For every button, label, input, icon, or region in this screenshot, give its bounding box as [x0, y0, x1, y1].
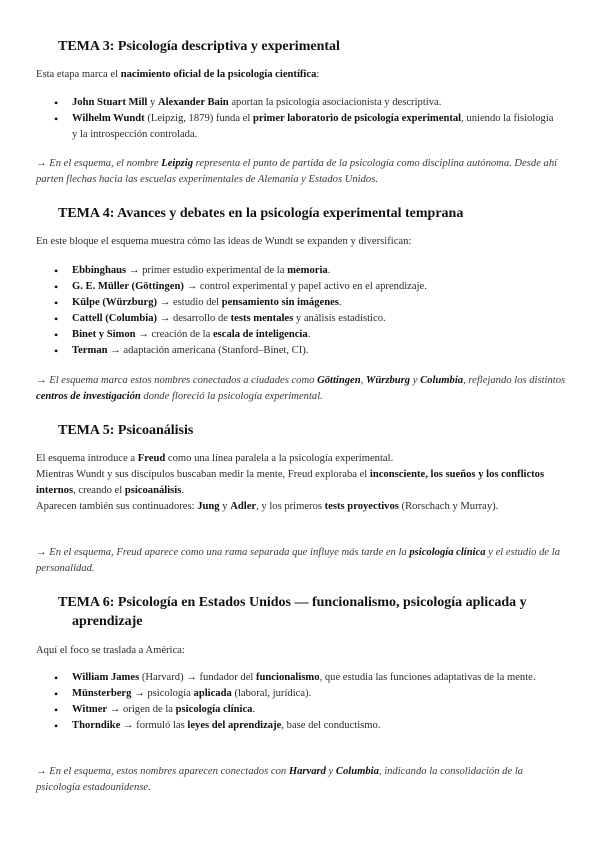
tema4-intro: En este bloque el esquema muestra cómo las ideas de Wundt se expanden y diversifican:: [36, 236, 412, 247]
list-item: • William James (Harvard) → fundador del funcionalismo, que estudia las funciones adaptativas de la mente.: [0, 670, 560, 686]
list-item: • Wilhelm Wundt (Leipzig, 1879) funda el primer laboratorio de psicología experimental, uniendo la fisiología y la introspección controlada.: [0, 111, 560, 143]
list-item: • G. E. Müller (Göttingen) → control experimental y papel activo en el aprendizaje.: [0, 279, 560, 295]
list-item: • Thorndike → formuló las leyes del aprendizaje, base del conductismo.: [0, 718, 560, 734]
tema5-heading: TEMA 5: Psicoanálisis: [58, 423, 194, 438]
tema3-intro: Esta etapa marca el nacimiento oficial de la psicología científica:: [36, 69, 320, 80]
tema3-note: → En el esquema, el nombre Leipzig representa el punto de partida de la psicología como disciplina autónoma. Desde ahí parten flechas hacia las escuelas experimentales de Alemania y Estados Unidos.: [36, 158, 558, 185]
tema6-heading: TEMA 6: Psicología en Estados Unidos — funcionalismo, psicología aplicada y aprendizaje: [58, 595, 527, 629]
tema5-line-2: Mientras Wundt y sus discípulos buscaban medir la mente, Freud exploraba el inconsciente, los sueños y los conflictos internos, creando el psicoanálisis.: [36, 469, 545, 496]
tema6-note: → En el esquema, estos nombres aparecen conectados con Harvard y Columbia, indicando la consolidación de la psicología estadounidense.: [36, 766, 524, 793]
list-item: • Külpe (Würzburg) → estudio del pensamiento sin imágenes.: [0, 295, 560, 311]
tema3-heading: TEMA 3: Psicología descriptiva y experimental: [58, 39, 340, 54]
tema6-intro: Aquí el foco se traslada a América:: [36, 645, 185, 656]
tema5-line-1: El esquema introduce a Freud como una línea paralela a la psicología experimental.: [36, 453, 394, 464]
tema4-note: → El esquema marca estos nombres conectados a ciudades como Göttingen, Würzburg y Columbia, reflejando los distintos centros de investigación donde floreció la psicología experimental.: [36, 375, 566, 402]
tema5-paragraph: [36, 451, 566, 515]
tema6-list: [0, 670, 560, 734]
tema3-list: [0, 95, 560, 143]
tema4-list: [0, 263, 560, 359]
list-item: • Binet y Simon → creación de la escala de inteligencia.: [0, 327, 560, 343]
list-item: • Cattell (Columbia) → desarrollo de tests mentales y análisis estadístico.: [0, 311, 560, 327]
list-item: • Münsterberg → psicología aplicada (laboral, jurídica).: [0, 686, 560, 702]
tema4-heading: TEMA 4: Avances y debates en la psicología experimental temprana: [58, 206, 464, 221]
tema5-line-3: Aparecen también sus continuadores: Jung y Adler, y los primeros tests proyectivos (Rorschach y Murray).: [36, 501, 499, 512]
list-item: • John Stuart Mill y Alexander Bain aportan la psicología asociacionista y descriptiva.: [0, 95, 560, 111]
list-item: • Terman → adaptación americana (Stanford–Binet, CI).: [0, 343, 560, 359]
tema5-note: → En el esquema, Freud aparece como una rama separada que influye más tarde en la psicología clínica y el estudio de la personalidad.: [36, 547, 561, 574]
list-item: • Witmer → origen de la psicología clínica.: [0, 702, 560, 718]
list-item: • Ebbinghaus → primer estudio experimental de la memoria.: [0, 263, 560, 279]
